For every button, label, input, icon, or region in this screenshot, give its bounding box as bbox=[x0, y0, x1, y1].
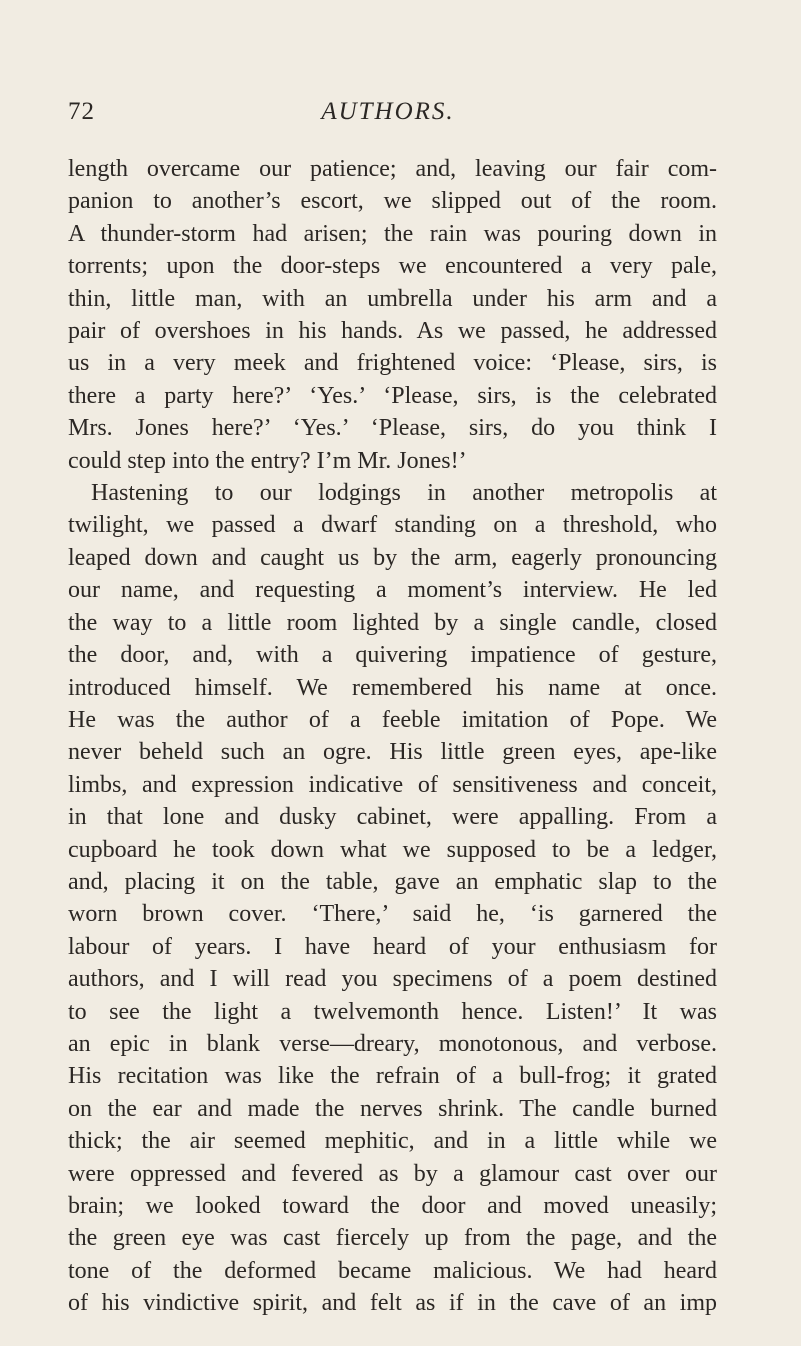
text-line: brain; we looked toward the door and moved uneasily; bbox=[68, 1193, 717, 1219]
text-line: on the ear and made the nerves shrink. The candle burned bbox=[68, 1095, 717, 1122]
text-line: Hastening to our lodgings in another metropolis at bbox=[91, 480, 717, 507]
text-line: the green eye was cast fiercely up from the page, and the bbox=[68, 1225, 717, 1252]
body-text bbox=[68, 153, 717, 1320]
text-line: He was the author of a feeble imitation of Pope. We bbox=[68, 706, 717, 733]
text-line: A thunder-storm had arisen; the rain was pouring down in bbox=[68, 220, 717, 247]
text-line: thick; the air seemed mephitic, and in a little while we bbox=[68, 1128, 717, 1155]
text-line: limbs, and expression indicative of sensitiveness and conceit, bbox=[68, 771, 717, 798]
page-header bbox=[68, 98, 708, 138]
text-line: the door, and, with a quivering impatience of gesture, bbox=[68, 642, 717, 669]
text-line: and, placing it on the table, gave an emphatic slap to the bbox=[68, 868, 717, 895]
text-line: pair of overshoes in his hands. As we passed, he addressed bbox=[68, 318, 717, 345]
text-line: worn brown cover. ‘There,’ said he, ‘is garnered the bbox=[68, 901, 717, 928]
text-line: panion to another’s escort, we slipped out of the room. bbox=[68, 188, 717, 215]
text-line: cupboard he took down what we supposed to be a ledger, bbox=[68, 836, 717, 863]
text-line: thin, little man, with an umbrella under his arm and a bbox=[68, 285, 717, 312]
text-line: to see the light a twelvemonth hence. Listen!’ It was bbox=[68, 998, 717, 1025]
text-line: an epic in blank verse—dreary, monotonous, and verbose. bbox=[68, 1030, 717, 1057]
text-line: never beheld such an ogre. His little green eyes, ape-like bbox=[68, 739, 717, 766]
text-line: labour of years. I have heard of your enthusiasm for bbox=[68, 933, 717, 960]
text-line: our name, and requesting a moment’s interview. He led bbox=[68, 577, 717, 604]
text-line: in that lone and dusky cabinet, were appalling. From a bbox=[68, 804, 717, 831]
text-line: tone of the deformed became malicious. We had heard bbox=[68, 1257, 717, 1284]
text-line: His recitation was like the refrain of a bull-frog; it grated bbox=[68, 1063, 717, 1090]
text-line: length overcame our patience; and, leaving our fair com- bbox=[68, 156, 717, 182]
page-number: 72 bbox=[68, 98, 95, 125]
text-line: torrents; upon the door-steps we encountered a very pale, bbox=[68, 253, 717, 280]
text-line: were oppressed and fevered as by a glamour cast over our bbox=[68, 1160, 717, 1187]
text-line: of his vindictive spirit, and felt as if in the cave of an imp bbox=[68, 1290, 717, 1317]
text-line: Mrs. Jones here?’ ‘Yes.’ ‘Please, sirs, do you think I bbox=[68, 415, 717, 442]
text-line: there a party here?’ ‘Yes.’ ‘Please, sirs, is the celebrated bbox=[68, 382, 717, 409]
text-line: could step into the entry? I’m Mr. Jones!’ bbox=[68, 447, 467, 474]
text-line: authors, and I will read you specimens of a poem destined bbox=[68, 966, 717, 993]
text-line: leaped down and caught us by the arm, eagerly pronouncing bbox=[68, 544, 717, 571]
running-head: AUTHORS. bbox=[321, 98, 455, 125]
text-line: us in a very meek and frightened voice: ‘Please, sirs, is bbox=[68, 350, 717, 377]
text-line: twilight, we passed a dwarf standing on a threshold, who bbox=[68, 512, 717, 539]
text-line: the way to a little room lighted by a single candle, closed bbox=[68, 609, 717, 636]
text-line: introduced himself. We remembered his name at once. bbox=[68, 674, 717, 701]
